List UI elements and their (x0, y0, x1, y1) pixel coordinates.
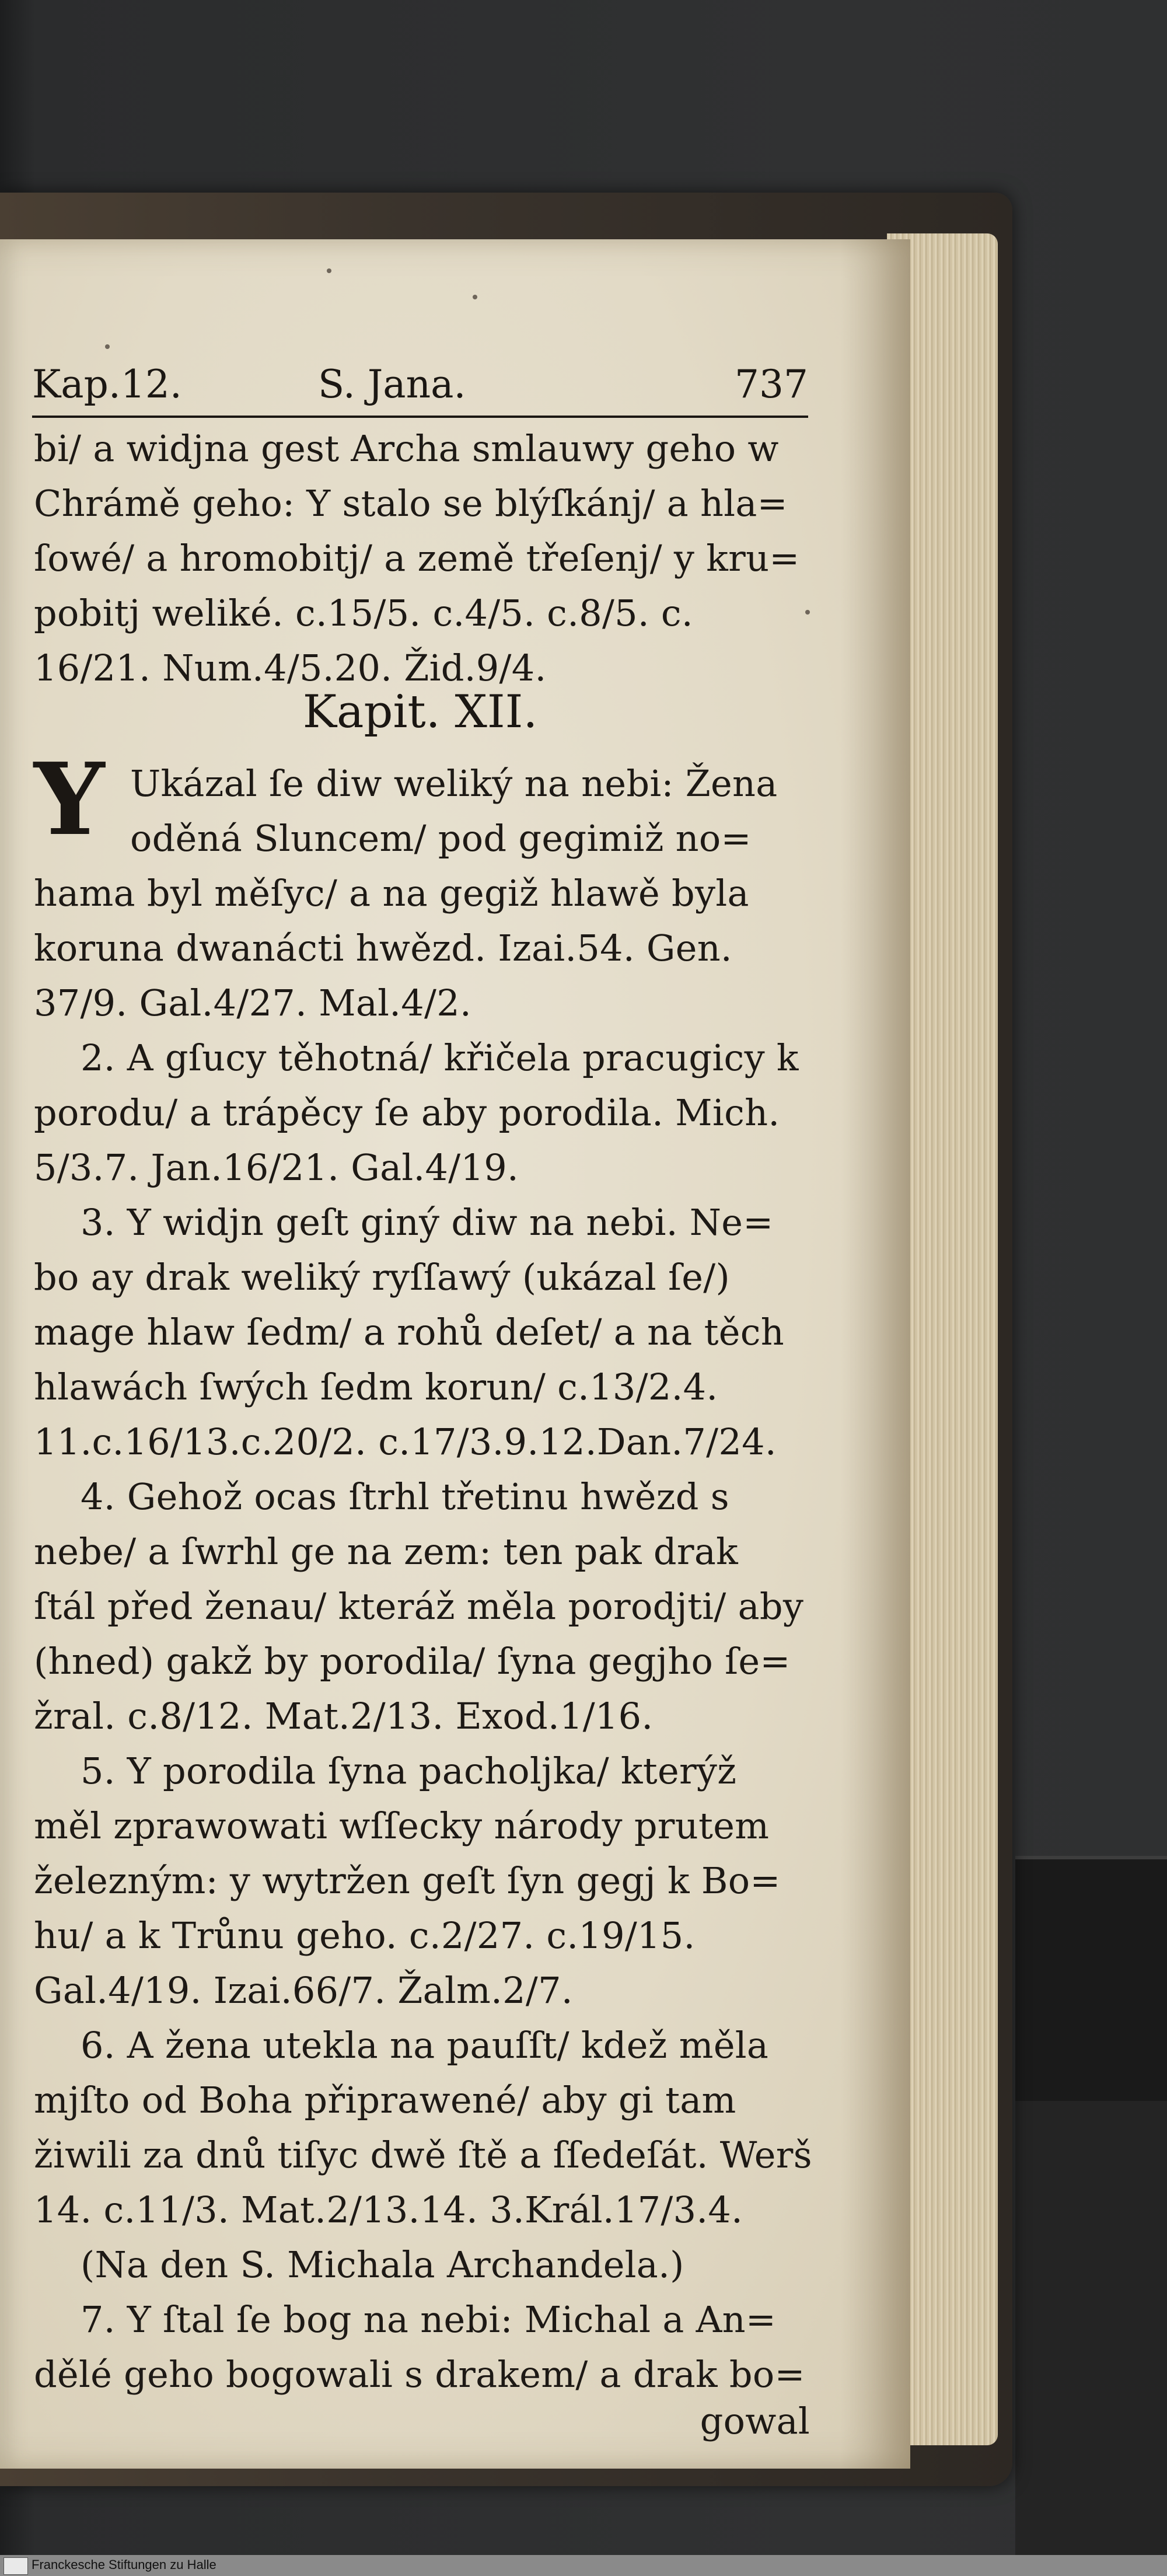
text-line: dělé geho bogowali s drakem/ a drak bo= (34, 2353, 805, 2396)
text-line: 16/21. Num.4/5.20. Žid.9/4. (34, 647, 547, 689)
speck (105, 344, 110, 349)
text-line: 5/3.7. Jan.16/21. Gal.4/19. (34, 1146, 519, 1189)
body-text (34, 421, 839, 696)
footer-credit: Franckesche Stiftungen zu Halle (32, 2557, 216, 2572)
catchword-block (34, 2394, 810, 2449)
text-line: oděná Sluncem/ pod gegimiž no= (130, 817, 752, 860)
institution-logo-icon (4, 2557, 28, 2575)
text-line: (Na den S. Michala Archandela.) (81, 2243, 684, 2286)
catchword: gowal (700, 2400, 810, 2442)
text-line: mjſto od Boha připrawené/ aby gi tam (34, 2079, 736, 2121)
text-line: pobitj weliké. c.15/5. c.4/5. c.8/5. c. (34, 592, 693, 634)
text-line: žiwili za dnů tiſyc dwě ſtě a ſſedeſát. Werš (34, 2134, 812, 2176)
text-line: porodu/ a trápěcy ſe aby porodila. Mich. (34, 1091, 780, 1134)
text-line: ſowé/ a hromobitj/ a země třeſenj/ y kru= (34, 537, 800, 580)
text-line: bi/ a widjna gest Archa smlauwy geho w (34, 427, 779, 470)
chapter-heading: Kapit. XII. (302, 686, 538, 738)
header-chapter: Kap.12. (32, 362, 182, 407)
running-header (32, 350, 808, 420)
text-line: 6. A žena utekla na pauſſt/ kdež měla (81, 2024, 769, 2067)
text-line: 11.c.16/13.c.20/2. c.17/3.9.12.Dan.7/24. (34, 1420, 777, 1463)
text-line: hama byl měſyc/ a na gegiž hlawě byla (34, 872, 749, 914)
text-line: Ukázal ſe diw weliký na nebi: Žena (130, 762, 778, 805)
text-line: 7. Y ſtal ſe bog na nebi: Michal a An= (81, 2298, 777, 2341)
speck (327, 268, 331, 273)
text-line: 4. Gehož ocas ſtrhl třetinu hwězd s (81, 1475, 729, 1518)
text-line: mage hlaw ſedm/ a rohů deſet/ a na těch (34, 1311, 785, 1353)
text-line: 2. A gſucy těhotná/ křičela pracugicy k (81, 1036, 799, 1079)
header-book-title: S. Jana. (318, 362, 466, 407)
text-line: 3. Y widjn geſt giný diw na nebi. Ne= (81, 1201, 774, 1244)
chapter-verses (34, 1031, 839, 2402)
text-line: bo ay drak weliký ryſſawý (ukázal ſe/) (34, 1256, 730, 1299)
book-support-shadow (1015, 2101, 1167, 2556)
text-line: ſtál před ženau/ kteráž měla porodjti/ aby (34, 1585, 804, 1628)
text-line: koruna dwanácti hwězd. Izai.54. Gen. (34, 927, 732, 969)
speck (473, 295, 477, 299)
text-line: (hned) gakž by porodila/ ſyna gegjho ſe= (34, 1640, 791, 1683)
text-line: hlawách ſwých ſedm korun/ c.13/2.4. (34, 1366, 718, 1408)
chapter-first-verse (34, 756, 839, 1031)
text-line: žral. c.8/12. Mat.2/13. Exod.1/16. (34, 1695, 654, 1737)
text-line: měl zprawowati wſſecky národy prutem (34, 1804, 770, 1847)
text-line: železným: y wytržen geſt ſyn gegj k Bo= (34, 1859, 781, 1902)
text-line: Gal.4/19. Izai.66/7. Žalm.2/7. (34, 1969, 573, 2012)
text-line: 5. Y porodila ſyna pacholjka/ kterýž (81, 1750, 737, 1792)
page-gutter-shadow (840, 239, 910, 2469)
decorated-initial: Y (34, 741, 105, 858)
text-line: 14. c.11/3. Mat.2/13.14. 3.Král.17/3.4. (34, 2188, 743, 2231)
page-number: 737 (735, 362, 808, 407)
header-rule (32, 416, 808, 418)
text-line: 37/9. Gal.4/27. Mal.4/2. (34, 982, 471, 1024)
text-line: Chrámě geho: Y stalo se blýſkánj/ a hla= (34, 482, 788, 525)
text-line: nebe/ a ſwrhl ge na zem: ten pak drak (34, 1530, 738, 1573)
text-line: hu/ a k Trůnu geho. c.2/27. c.19/15. (34, 1914, 696, 1957)
